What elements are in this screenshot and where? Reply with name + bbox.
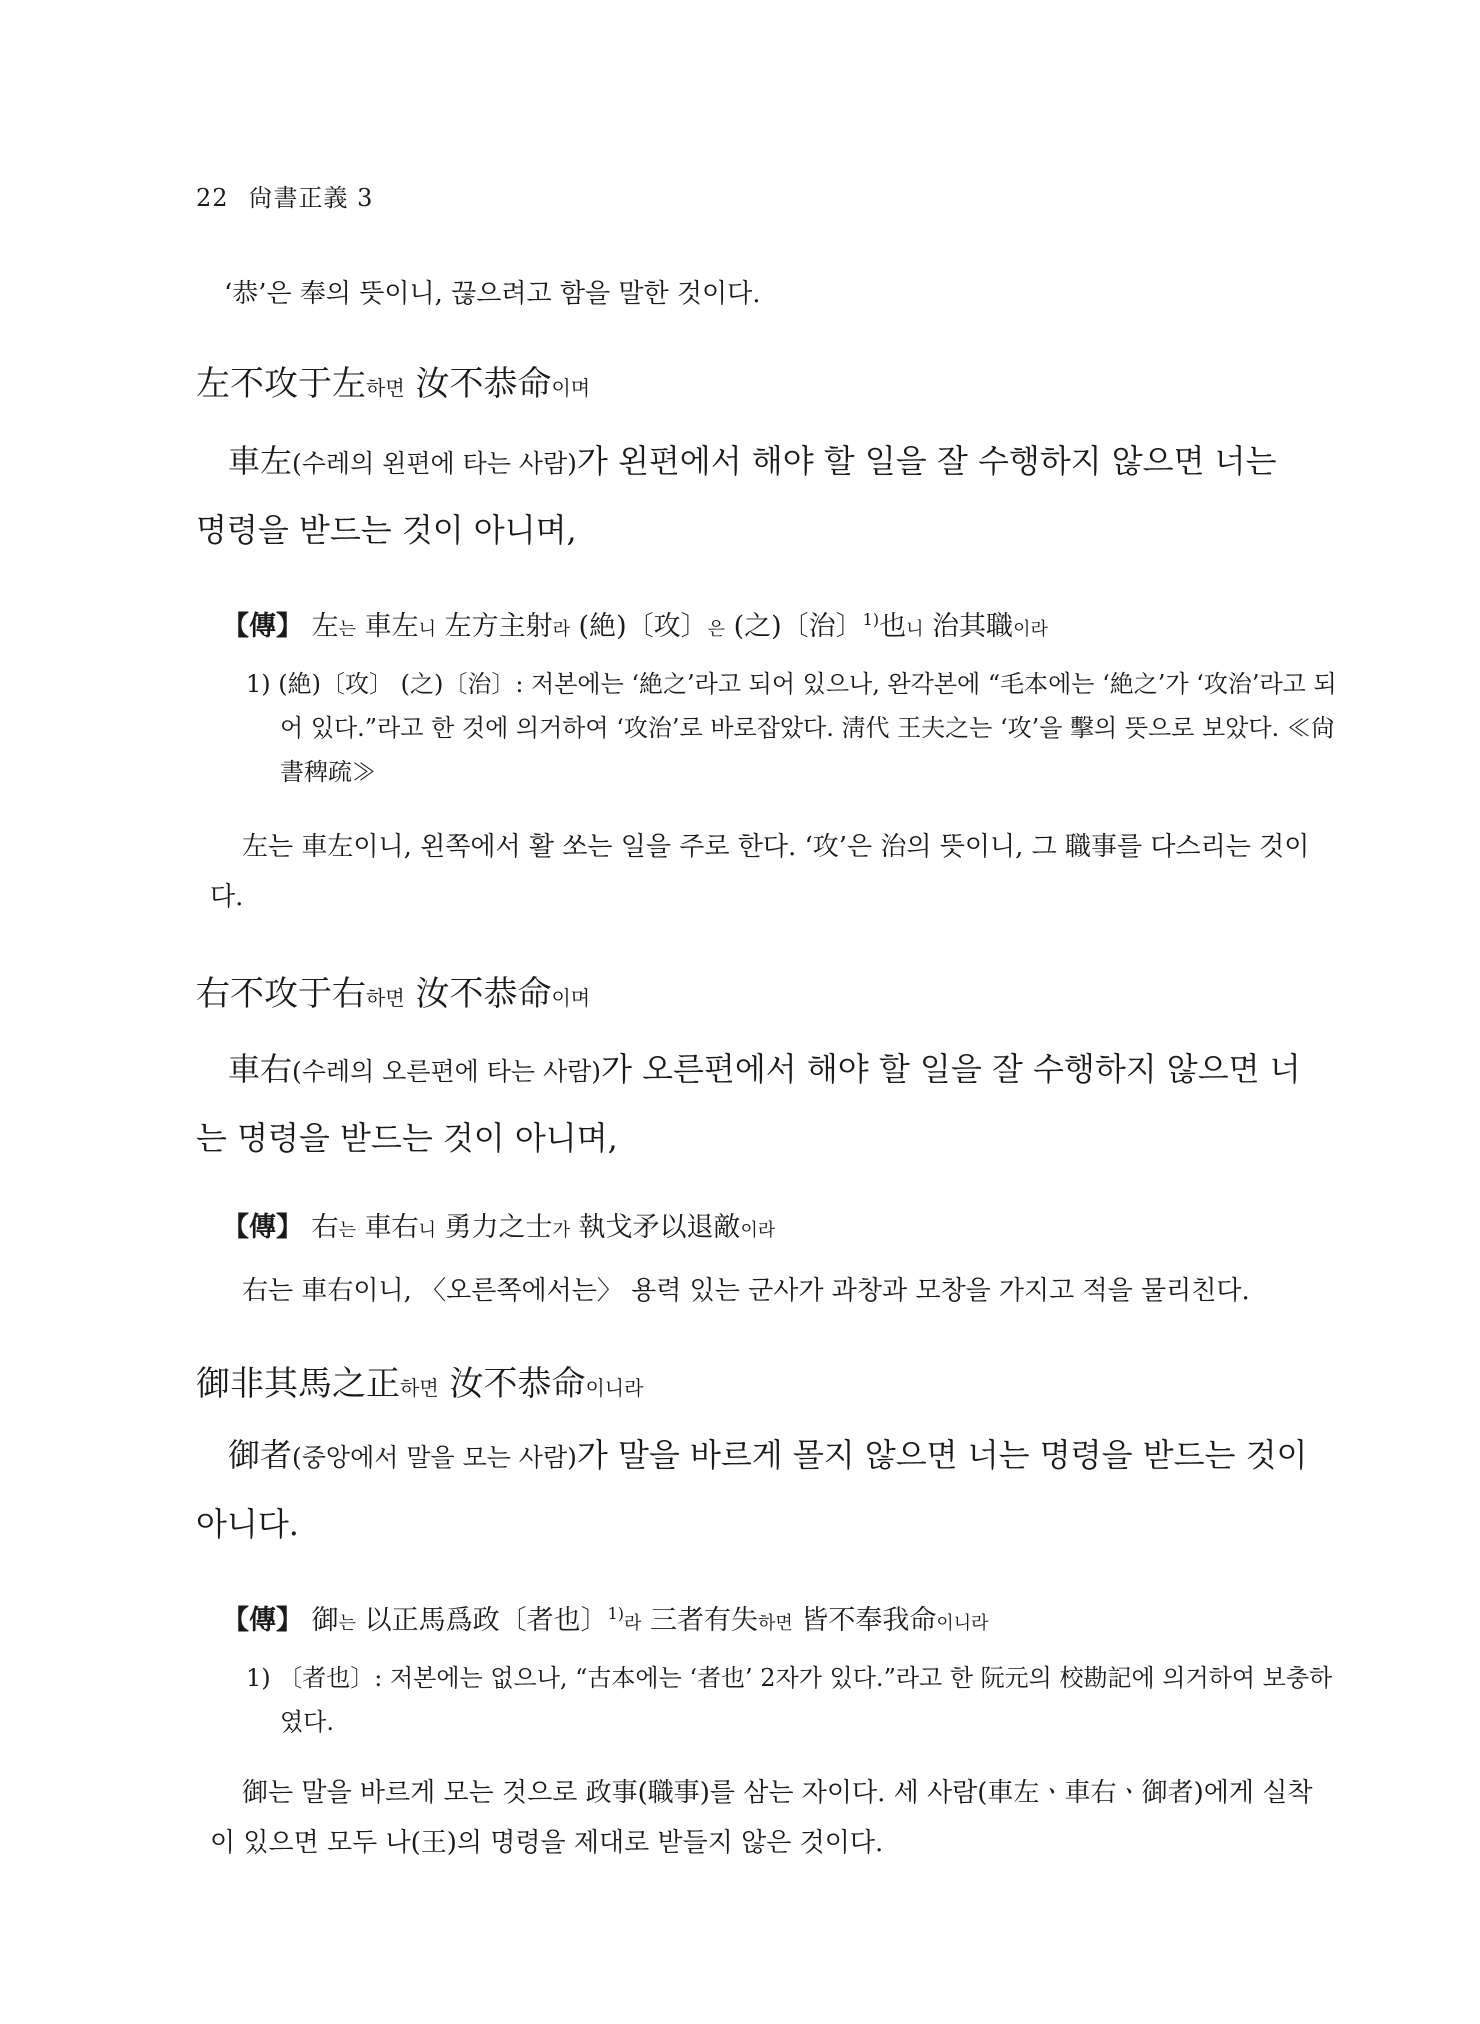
commentary-tag: 【傳】 xyxy=(222,1212,303,1243)
commentary-3: 【傳】 御는 以正馬爲政〔者也〕$^{1)}$라 三者有失하면 皆不奉我命이니라 xyxy=(222,1604,989,1636)
footnote-marker: 1) xyxy=(862,610,880,629)
commentary-2: 【傳】 右는 車右니 勇力之士가 執戈矛以退敵이라 xyxy=(222,1212,776,1243)
scripture-heading-2: 右不攻于右하면 汝不恭命이며 xyxy=(196,974,591,1014)
footnote-1: 1) (絶)〔攻〕 (之)〔治〕: 저본에는 ‘絶之’라고 되어 있으나, 완각본에 “毛本에는 ‘絶之’가 ‘攻治’라고 되어 있다.”라고 한 것에 의거하여 ‘攻治’로 바로잡았다. 淸代 王夫之는 ‘攻’을 擊의 뜻으로 보았다. ≪尙書稗疏≫ xyxy=(246,670,1337,786)
footnote-2: 1) 〔者也〕: 저본에는 없으나, “古本에는 ‘者也’ 2자가 있다.”라고 한 阮元의 校勘記에 의거하여 보충하였다. xyxy=(246,1664,1333,1736)
main-translation-1: 車左(수레의 왼편에 타는 사람)가 왼편에서 해야 할 일을 잘 수행하지 않으면 너는 명령을 받드는 것이 아니며, xyxy=(196,442,1277,549)
commentary-translation-3: 御는 말을 바르게 모는 것으로 政事(職事)를 삼는 자이다. 세 사람(車左ㆍ車右ㆍ御者)에게 실착이 있으면 모두 나(王)의 명령을 제대로 받들지 않은 것이다. xyxy=(210,1778,1313,1858)
main-translation-3: 御者(중앙에서 말을 모는 사람)가 말을 바르게 몰지 않으면 너는 명령을 받드는 것이 아니다. xyxy=(196,1436,1308,1543)
scripture-heading-3: 御非其馬之正하면 汝不恭命이니라 xyxy=(196,1364,644,1404)
footnote-marker: 1) xyxy=(607,1604,624,1623)
commentary-1: 【傳】 左는 車左니 左方主射라 (絶)〔攻〕은 (之)〔治〕$^{1)}$也니 治其職이라 xyxy=(222,610,1048,642)
commentary-tag: 【傳】 xyxy=(222,611,303,642)
page-number: 22 xyxy=(196,184,229,212)
scripture-heading-1: 左不攻于左하면 汝不恭命이며 xyxy=(196,364,591,404)
commentary-translation-2: 右는 車右이니, 〈오른쪽에서는〉 용력 있는 군사가 과창과 모창을 가지고 적을 물리친다. xyxy=(242,1276,1250,1306)
main-translation-2: 車右(수레의 오른편에 타는 사람)가 오른편에서 해야 할 일을 잘 수행하지 않으면 너는 명령을 받드는 것이 아니며, xyxy=(196,1050,1301,1157)
running-header xyxy=(196,178,373,213)
commentary-tag: 【傳】 xyxy=(222,1605,303,1636)
commentary-translation-1: 左는 車左이니, 왼쪽에서 활 쏘는 일을 주로 한다. ‘攻’은 治의 뜻이니, 그 職事를 다스리는 것이다. xyxy=(210,832,1310,912)
book-title: 尙書正義 3 xyxy=(248,184,374,212)
translation-paragraph: ‘恭’은 奉의 뜻이니, 끊으려고 함을 말한 것이다. xyxy=(224,279,761,309)
